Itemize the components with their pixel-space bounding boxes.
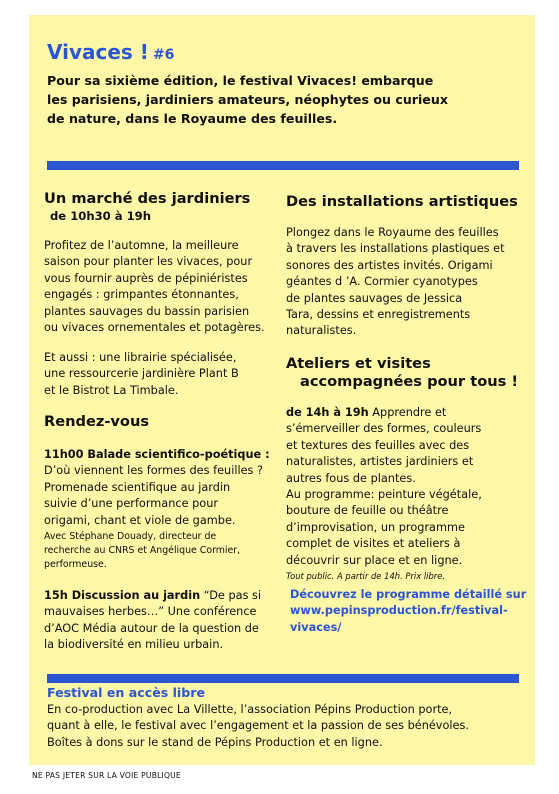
event2-quote: “De pas si mauvaises herbes…” (44, 589, 262, 619)
title-text: Vivaces ! (47, 40, 149, 64)
flyer-panel (29, 15, 535, 765)
installations-text: Plongez dans le Royaume des feuilles à travers les installations plastiques et sonores des artistes invités. Origami géantes d ’A. Cormier cyanotypes de plantes sauvages de Jessica Tara, dessins et enregistrements naturalistes. (286, 226, 505, 338)
bottom-text: En co-production avec La Villette, l’association Pépins Production porte, quant à elle, le festival avec l’engagement et la passion de ses bénévoles. Boîtes à dons sur le stand de Pépins Production et en ligne. (47, 703, 469, 749)
ateliers-time: de 14h à 19h (286, 406, 369, 419)
ateliers-body (286, 405, 531, 582)
marche-paragraph-2: Et aussi : une librairie spécialisée, une ressourcerie jardinière Plant B et le Bistrot La Timbale. (44, 351, 239, 397)
marche-heading: Un marché des jardiniers (44, 190, 251, 207)
ateliers-text: Apprendre et s’émerveiller des formes, couleurs et textures des feuilles avec des naturalistes, artistes jardiniers et autres fous de plantes. Au programme: peinture végétale, bouture de feuille ou théâtre d’improvisation, un programme complet de visites et ateliers à découvrir sur place et en ligne. (286, 406, 482, 567)
event1-text: D’où viennent les formes des feuilles ? Promenade scientifique au jardin suivie d’une performance pour origami, chant et viole de gambe. (44, 464, 264, 527)
event2-text: Une conférence d’AOC Média autour de la question de la biodiversité en milieu urbain. (44, 605, 259, 652)
marche-paragraph-1: Profitez de l’automne, la meilleure saison pour planter les vivaces, pour vous fournir auprès de pépiniéristes engagés : grimpantes étonnantes, plantes sauvages du bassin parisien ou vivaces ornementales et potagères. (44, 239, 265, 335)
festival-title (47, 40, 174, 67)
divider-bottom (47, 674, 519, 683)
event2-title: 15h Discussion au jardin (44, 589, 201, 602)
section-marche (44, 190, 289, 224)
event1-title: 11h00 Balade scientifico-poétique : (44, 448, 270, 461)
installations-heading: Des installations artistiques (286, 193, 518, 210)
divider-top (47, 161, 519, 170)
rdv-event-2 (44, 588, 289, 654)
ateliers-heading (286, 355, 531, 391)
rdv-event-1 (44, 447, 289, 572)
marche-time: de 10h30 à 19h (50, 209, 152, 223)
event1-credits: Avec Stéphane Douady, directeur de recherche au CNRS et Angélique Cormier, performeuse. (44, 531, 241, 571)
ateliers-note: Tout public. A partir de 14h. Prix libre. (286, 571, 446, 582)
intro-text: Pour sa sixième édition, le festival Vivaces! embarque les parisiens, jardiniers amateurs, néophytes ou curieux de nature, dans le Royaume des feuilles. (47, 73, 448, 126)
ateliers-heading-line1: Ateliers et visites (286, 355, 431, 372)
rdv-heading: Rendez-vous (44, 413, 150, 430)
footer-notice: NE PAS JETER SUR LA VOIE PUBLIQUE (32, 771, 181, 780)
programme-link[interactable]: Découvrez le programme détaillé sur www.pepinsproduction.fr/festival- vivaces/ (290, 588, 527, 634)
ateliers-heading-line2: accompagnées pour tous ! (300, 373, 519, 390)
bottom-heading: Festival en accès libre (47, 685, 206, 700)
edition-number: #6 (152, 47, 175, 63)
